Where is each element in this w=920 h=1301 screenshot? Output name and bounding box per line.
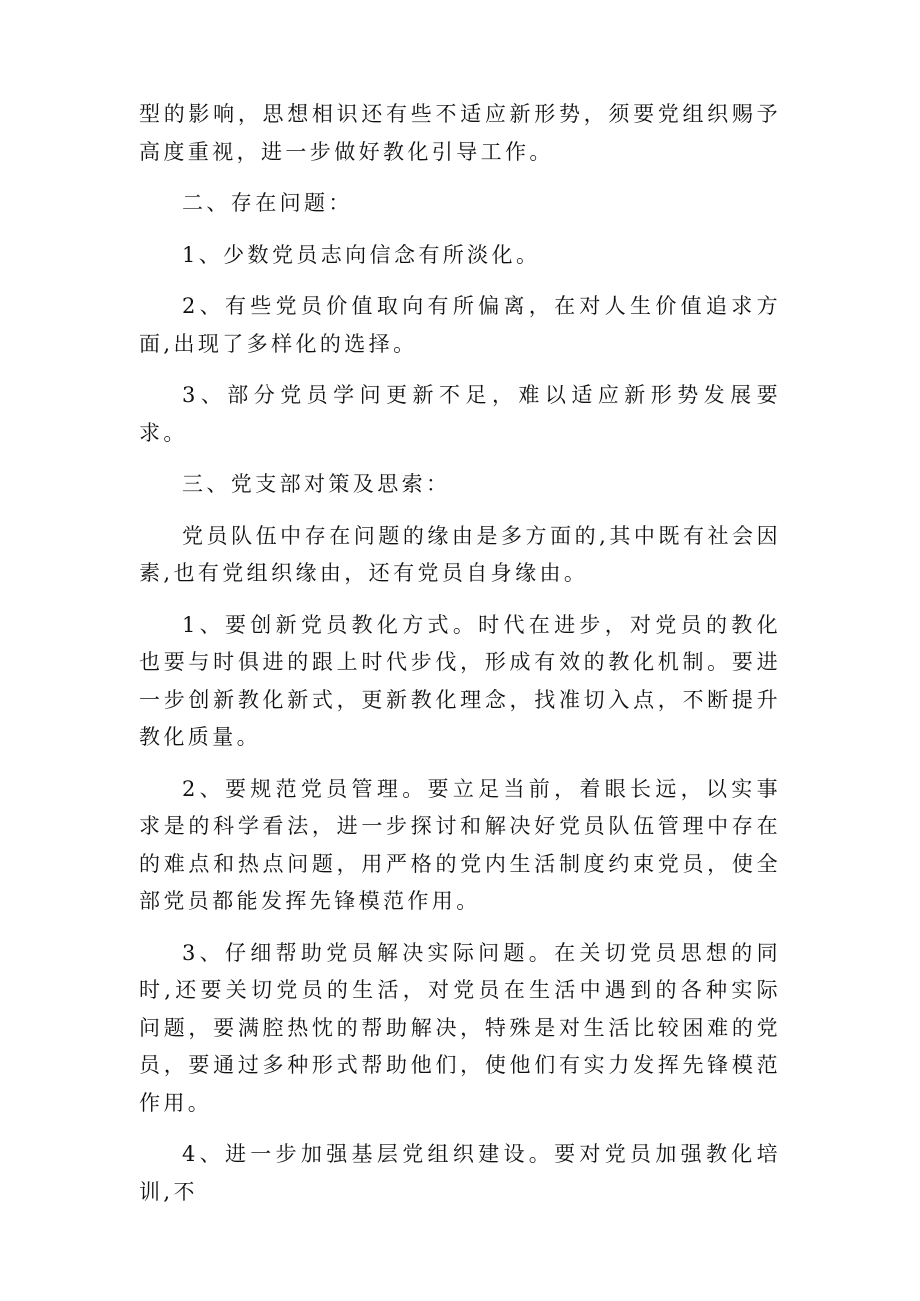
measure-item-4: 4、进一步加强基层党组织建设。要对党员加强教化培训,不 [139, 1142, 781, 1204]
section-heading-countermeasures: 三、党支部对策及思索： [182, 472, 451, 496]
problem-item-2: 2、有些党员价值取向有所偏离，在对人生价值追求方面,出现了多样化的选择。 [139, 294, 781, 356]
measure-item-3: 3、仔细帮助党员解决实际问题。在关切党员思想的同时,还要关切党员的生活，对党员在生活中遇到的各种实际问题，要满腔热忱的帮助解决，特殊是对生活比较困难的党员，要通过多种形式帮助他们，使他们有实力发挥先锋模范作用。 [139, 940, 781, 1115]
paragraph-causes: 党员队伍中存在问题的缘由是多方面的,其中既有社会因素,也有党组织缘由，还有党员自身缘由。 [139, 523, 781, 585]
document-body [139, 96, 781, 1225]
paragraph-continuation: 型的影响，思想相识还有些不适应新形势，须要党组织赐予高度重视，进一步做好教化引导工作。 [139, 102, 781, 164]
problem-item-1: 1、少数党员志向信念有所淡化。 [182, 242, 541, 267]
section-heading-problems: 二、存在问题： [182, 191, 353, 215]
problem-item-3: 3、部分党员学问更新不足，难以适应新形势发展要求。 [139, 383, 781, 445]
measure-item-2: 2、要规范党员管理。要立足当前，着眼长远，以实事求是的科学看法，进一步探讨和解决好党员队伍管理中存在的难点和热点问题，用严格的党内生活制度约束党员，使全部党员都能发挥先锋模范作用。 [139, 776, 781, 913]
measure-item-1: 1、要创新党员教化方式。时代在进步，对党员的教化也要与时俱进的跟上时代步伐，形成有效的教化机制。要进一步创新教化新式，更新教化理念，找准切入点，不断提升教化质量。 [139, 612, 781, 749]
